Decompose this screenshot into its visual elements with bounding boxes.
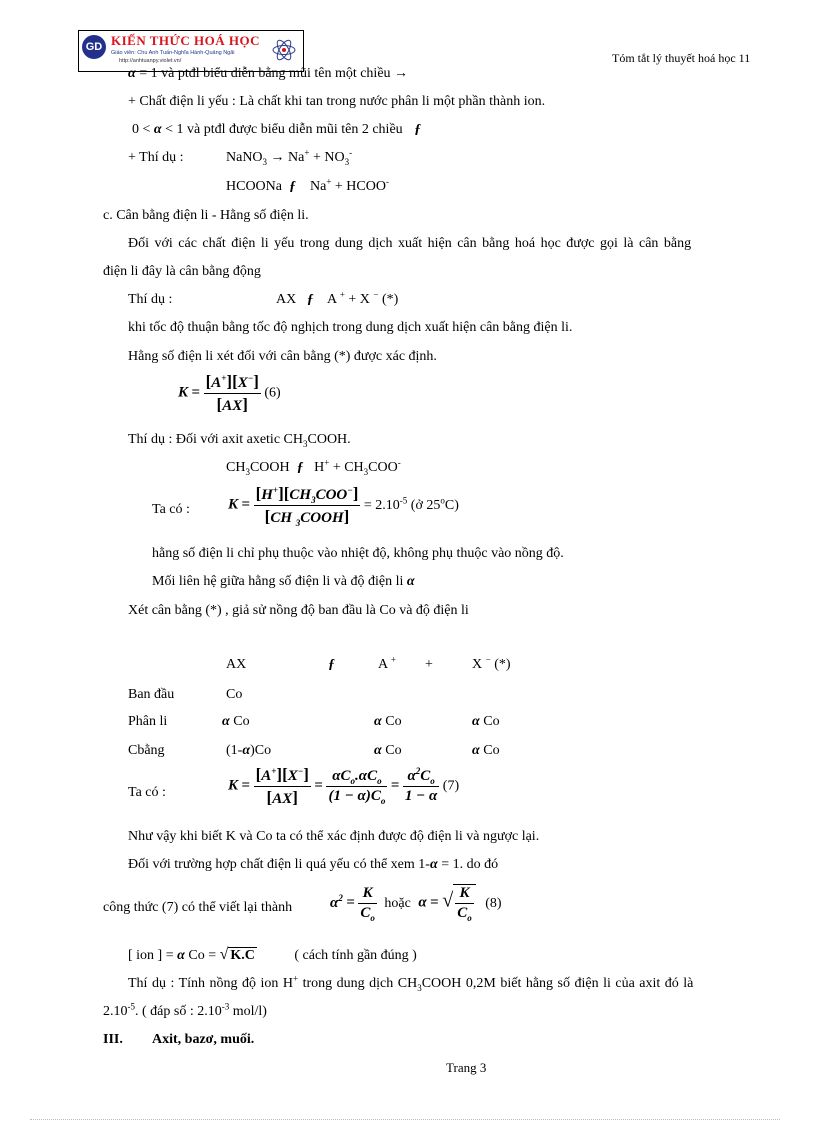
paragraph-equilibrium-cont: điện li đây là cân bằng động bbox=[103, 264, 261, 279]
row-diss-ax: α Co bbox=[222, 714, 250, 729]
example-label: + Thí dụ : bbox=[128, 150, 184, 165]
taco-label-2: Ta có : bbox=[128, 785, 166, 800]
paragraph-knowing: Như vậy khi biết K và Co ta có thể xác định được độ điện li và ngược lại. bbox=[128, 829, 540, 844]
paragraph-relation: Mối liên hệ giữa hằng số điện li và độ điện li α bbox=[152, 574, 415, 589]
section-3-heading: Axit, bazơ, muối. bbox=[152, 1032, 255, 1047]
paragraph-consider: Xét cân bằng (*) , giả sử nồng độ ban đầu là Co và độ điện li bbox=[128, 603, 469, 618]
ion-formula: [ ion ] = α Co = √ K.C ( cách tính gần đúng ) bbox=[128, 946, 417, 963]
logo-url: http://anhtuanpy.violet.vn/ bbox=[119, 58, 182, 64]
section-3-number: III. bbox=[103, 1032, 123, 1047]
example-answer: $2.10^{-5}$. ( đáp số : $2.10^{-3}$ mol/l) bbox=[103, 1001, 267, 1019]
table-header-a: A + bbox=[378, 654, 396, 672]
paragraph-weak: Đối với trường hợp chất điện li quá yếu có thể xem 1-α = 1. do đó bbox=[128, 857, 499, 872]
table-header-ax: AX bbox=[226, 657, 247, 672]
paragraph-rates: khi tốc độ thuận bằng tốc độ nghịch trong dung dịch xuất hiện cân bằng điện li. bbox=[128, 320, 573, 335]
table-header-plus: + bbox=[425, 657, 433, 672]
formula-8: $\alpha^2$ = $\frac{K}{C_o}$ hoặc α = √ $\frac{K}{C_o}$ (8) bbox=[330, 885, 502, 923]
doc-title: Tóm tắt lý thuyết hoá học 11 bbox=[612, 51, 751, 65]
formula-7: K = $\frac{[A^+][X^-]}{[AX]}$ = $\frac{\alpha C_o.\alpha C_o}{(1 - \alpha)C_o}$ = $\frac{\alpha^2C_o}{1 - \alpha}$ (7) bbox=[228, 765, 460, 807]
row-initial-label: Ban đầu bbox=[128, 687, 175, 702]
formula-acetic-k: K = $\frac{[H^+][CH_3COO^-]}{[CH _3COOH]}$ = $2.10^{-5}$ (ở 25$^o$C) bbox=[228, 484, 459, 528]
row-initial-ax: Co bbox=[226, 687, 243, 702]
row-diss-a: α Co bbox=[374, 714, 402, 729]
line-alpha-range: 0 < α < 1 và ptđl được biểu diễn mũi tên 2 chiều ƒ bbox=[132, 122, 422, 137]
atom-icon bbox=[271, 37, 297, 63]
weak-electrolyte-def: + Chất điện li yếu : Là chất khi tan trong nước phân li một phần thành ion. bbox=[128, 94, 546, 109]
page-bottom-border bbox=[30, 1119, 780, 1120]
logo-title: KIẾN THỨC HOÁ HỌC bbox=[111, 33, 260, 48]
eq-acetic: $CH_3COOH$ ƒ $H^+ + CH_3COO^-$ bbox=[226, 457, 401, 477]
paragraph-temperature: hằng số điện li chỉ phụ thuộc vào nhiệt độ, không phụ thuộc vào nồng độ. bbox=[152, 546, 564, 561]
taco-label: Ta có : bbox=[152, 502, 190, 517]
paragraph-rewrite: công thức (7) có thể viết lại thành bbox=[103, 900, 293, 915]
paragraph-equilibrium: Đối với các chất điện li yếu trong dung dịch xuất hiện cân bằng hoá học được gọi là cân bằng bbox=[128, 236, 692, 251]
eq-ax: AX ƒ A + + X − (*) bbox=[276, 289, 399, 307]
formula-6: K = $\frac{[A^+][X^-]}{[AX]}$ (6) bbox=[178, 372, 281, 414]
logo-subtitle: Giáo viên: Chu Anh Tuấn-Nghĩa Hành-Quảng Ngãi bbox=[111, 50, 235, 56]
line-alpha-one: α = 1 và ptđl biểu diễn bằng mũi tên một chiều → bbox=[128, 66, 409, 81]
section-c-heading: c. Cân bằng điện li - Hằng số điện li. bbox=[103, 208, 309, 223]
paragraph-constant: Hằng số điện li xét đối với cân bằng (*) được xác định. bbox=[128, 349, 437, 364]
example-h-plus: Thí dụ : Tính nồng độ ion H+ trong dung dịch $CH_3COOH$ 0,2M biết hằng số điện li của axit đó là bbox=[128, 973, 694, 993]
row-eq-ax: (1-α)Co bbox=[226, 743, 272, 758]
eq-nano3: NaNO$_3$ → $Na^+ + NO_3^-$ bbox=[226, 147, 353, 167]
eq-hcoona: HCOONa ƒ Na+ + HCOO- bbox=[226, 176, 389, 194]
example-acetic: Thí dụ : Đối với axit axetic $CH_3COOH$. bbox=[128, 432, 351, 449]
table-header-arrow: ƒ bbox=[328, 657, 335, 672]
row-diss-x: α Co bbox=[472, 714, 500, 729]
row-eq-x: α Co bbox=[472, 743, 500, 758]
table-header-x: X − (*) bbox=[472, 654, 511, 672]
logo-mark: GD bbox=[82, 35, 106, 59]
example-label-2: Thí dụ : bbox=[128, 292, 173, 307]
page-number: Trang 3 bbox=[446, 1060, 487, 1075]
row-eq-label: Cbằng bbox=[128, 743, 165, 758]
row-diss-label: Phân li bbox=[128, 714, 168, 729]
row-eq-a: α Co bbox=[374, 743, 402, 758]
